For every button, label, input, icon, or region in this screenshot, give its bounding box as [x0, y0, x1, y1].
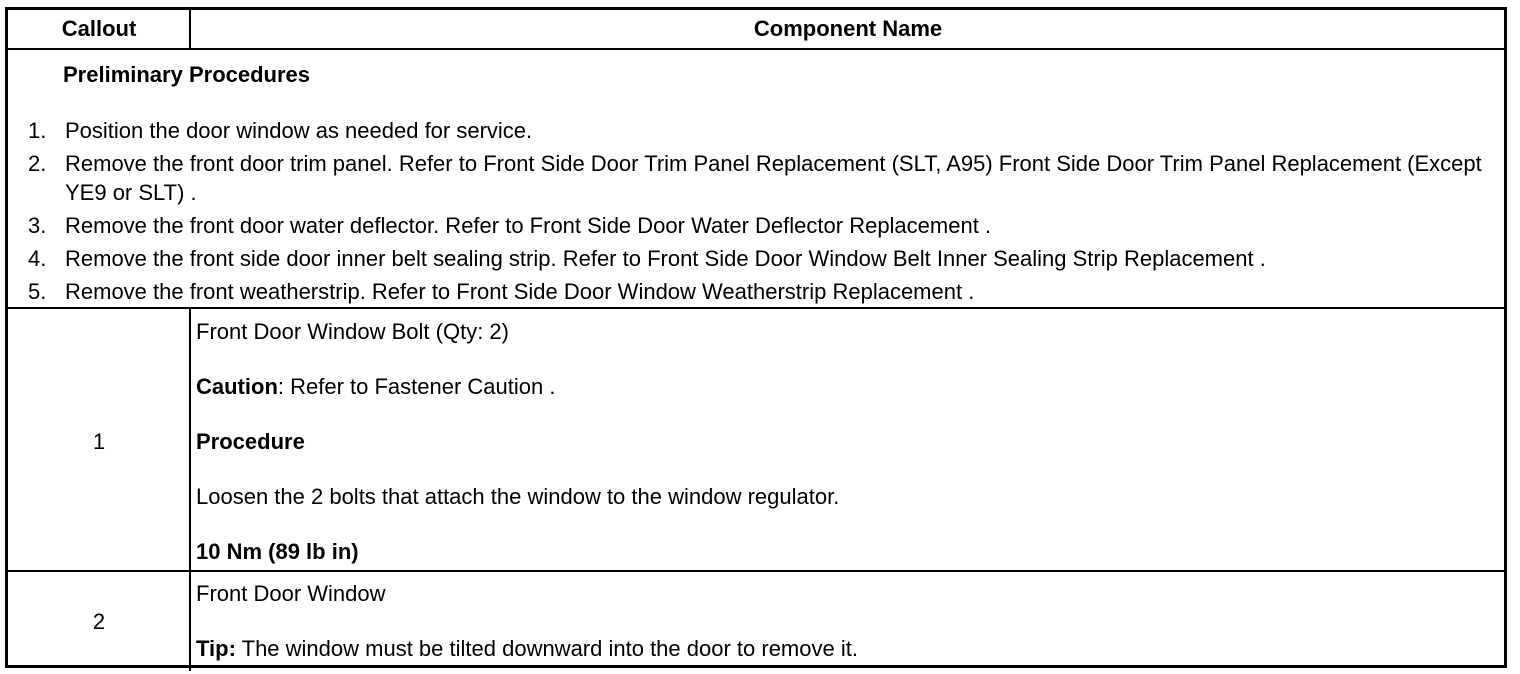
step-text: Position the door window as needed for service. — [65, 118, 533, 143]
procedure-table — [5, 7, 1507, 668]
step-text: Remove the front weatherstrip. Refer to Front Side Door Window Weatherstrip Replacement . — [65, 279, 975, 304]
step-text: Remove the front door water deflector. Refer to Front Side Door Water Deflector Replacement . — [65, 213, 992, 238]
step-text: Remove the front door trim panel. Refer to Front Side Door Trim Panel Replacement (SLT, A95) Front Side Door Trim Panel Replacement (Except YE9 or SLT) . — [65, 151, 1482, 205]
step-number: 4. — [28, 246, 47, 271]
preliminary-procedures-title: Preliminary Procedures — [63, 62, 311, 87]
list-item — [22, 277, 1482, 306]
caution-label: Caution — [196, 374, 278, 399]
list-item — [22, 211, 1482, 240]
preliminary-steps-list — [22, 116, 1482, 310]
step-number: 2. — [28, 151, 47, 176]
header-divider — [189, 10, 191, 48]
header-component-name: Component Name — [753, 16, 943, 41]
row-1-caution — [196, 374, 555, 400]
header-bottom-rule — [8, 48, 1504, 50]
row-2-callout: 2 — [92, 609, 106, 634]
row-1-bottom-rule — [8, 570, 1504, 572]
row-1-torque-spec: 10 Nm (89 lb in) — [196, 539, 359, 564]
row-1-component-name: Front Door Window Bolt (Qty: 2) — [196, 319, 509, 344]
caution-text: : Refer to Fastener Caution . — [277, 374, 556, 399]
tip-label: Tip: — [196, 636, 236, 661]
header-callout: Callout — [61, 16, 137, 41]
step-text: Remove the front side door inner belt sealing strip. Refer to Front Side Door Window Belt Inner Sealing Strip Replacement . — [65, 246, 1266, 271]
list-item — [22, 244, 1482, 273]
list-item — [22, 116, 1482, 145]
row-2-tip — [196, 636, 858, 662]
row-2-component-name: Front Door Window — [196, 581, 386, 606]
row-1-procedure-label: Procedure — [196, 429, 305, 454]
preliminary-bottom-rule — [8, 307, 1504, 309]
step-number: 5. — [28, 279, 47, 304]
row-1-callout: 1 — [92, 429, 106, 454]
row-1-procedure-text: Loosen the 2 bolts that attach the window to the window regulator. — [196, 484, 840, 509]
list-item — [22, 149, 1482, 207]
step-number: 1. — [28, 118, 47, 143]
step-number: 3. — [28, 213, 47, 238]
tip-text: The window must be tilted downward into the door to remove it. — [235, 636, 858, 661]
